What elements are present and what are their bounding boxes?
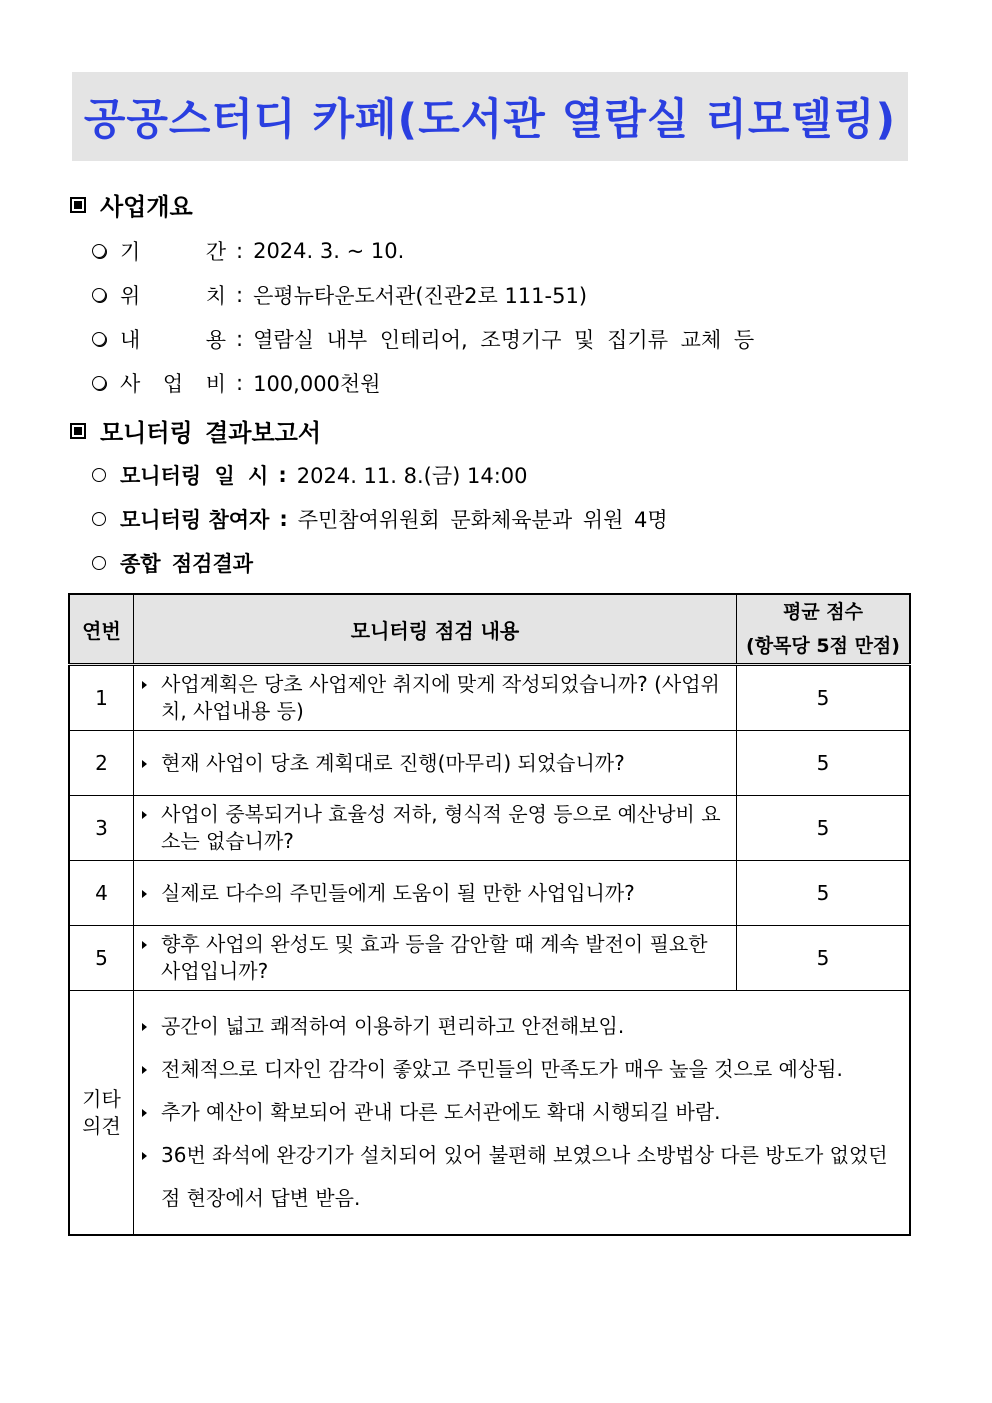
circle-bullet-icon (92, 244, 106, 258)
monitoring-label: 모니터링 일 시 (120, 464, 269, 488)
section-monitoring-heading: 모니터링 결과보고서 (70, 413, 321, 448)
triangle-bullet-icon (142, 1066, 147, 1074)
overview-label: 사 업 비 (120, 372, 226, 396)
header-content: 모니터링 점검 내용 (134, 594, 737, 665)
other-comments-label: 기타 의견 (69, 991, 134, 1236)
title-banner (72, 72, 908, 161)
row-num: 1 (69, 665, 134, 731)
triangle-bullet-icon (142, 681, 147, 689)
row-score: 5 (737, 731, 911, 796)
triangle-bullet-icon (142, 811, 147, 819)
overview-value: 100,000천원 (253, 372, 381, 396)
row-num: 5 (69, 926, 134, 991)
square-bullet-icon (70, 197, 86, 213)
overview-label: 위 치 (120, 284, 226, 308)
inspection-table (68, 593, 911, 1236)
other-comments-cell (134, 991, 911, 1236)
monitoring-item-summary (92, 548, 253, 578)
monitoring-label: 종합 점검결과 (120, 552, 254, 576)
row-score: 5 (737, 665, 911, 731)
overview-value: 은평뉴타운도서관(진관2로 111-51) (253, 284, 588, 308)
circle-bullet-icon (92, 468, 106, 482)
circle-bullet-icon (92, 288, 106, 302)
header-score: 평균 점수 (항목당 5점 만점) (737, 594, 911, 665)
monitoring-label: 모니터링 참여자 (120, 508, 270, 532)
row-question: 사업이 중복되거나 효율성 저하, 형식적 운영 등으로 예산낭비 요소는 없습니까? (134, 796, 737, 861)
triangle-bullet-icon (142, 941, 147, 949)
overview-item-period: 기 간 : 2024. 3. ~ 10. (92, 236, 404, 266)
table-header-row (69, 594, 910, 665)
monitoring-value: 2024. 11. 8.(금) 14:00 (296, 464, 528, 488)
row-question: 현재 사업이 당초 계획대로 진행(마무리) 되었습니까? (134, 731, 737, 796)
row-num: 2 (69, 731, 134, 796)
monitoring-value: 주민참여위원회 문화체육분과 위원 4명 (297, 508, 668, 532)
page-title: 공공스터디 카페(도서관 열람실 리모델링) (83, 95, 897, 145)
header-num: 연번 (69, 594, 134, 665)
row-score: 5 (737, 796, 911, 861)
row-question: 사업계획은 당초 사업제안 취지에 맞게 작성되었습니까? (사업위치, 사업내용 등) (134, 665, 737, 731)
row-num: 4 (69, 861, 134, 926)
triangle-bullet-icon (142, 760, 147, 768)
monitoring-item-participants: 모니터링 참여자 : 주민참여위원회 문화체육분과 위원 4명 (92, 504, 668, 534)
table-row (69, 665, 910, 731)
overview-item-content: 내 용 : 열람실 내부 인테리어, 조명기구 및 집기류 교체 등 (92, 324, 754, 354)
overview-value: 2024. 3. ~ 10. (253, 239, 405, 263)
monitoring-item-datetime: 모니터링 일 시 : 2024. 11. 8.(금) 14:00 (92, 460, 528, 490)
overview-value: 열람실 내부 인테리어, 조명기구 및 집기류 교체 등 (253, 328, 755, 352)
triangle-bullet-icon (142, 1109, 147, 1117)
comment-item: 전체적으로 디자인 감각이 좋았고 주민들의 만족도가 매우 높을 것으로 예상됨. (140, 1048, 905, 1091)
table-row (69, 926, 910, 991)
triangle-bullet-icon (142, 890, 147, 898)
row-score: 5 (737, 861, 911, 926)
table-row (69, 731, 910, 796)
table-row (69, 861, 910, 926)
circle-bullet-icon (92, 376, 106, 390)
comment-item: 추가 예산이 확보되어 관내 다른 도서관에도 확대 시행되길 바람. (140, 1091, 905, 1134)
triangle-bullet-icon (142, 1152, 147, 1160)
row-question: 향후 사업의 완성도 및 효과 등을 감안할 때 계속 발전이 필요한 사업입니까? (134, 926, 737, 991)
row-question: 실제로 다수의 주민들에게 도움이 될 만한 사업입니까? (134, 861, 737, 926)
comment-item: 공간이 넓고 쾌적하여 이용하기 편리하고 안전해보임. (140, 1005, 905, 1048)
row-score: 5 (737, 926, 911, 991)
overview-label: 내 용 (120, 328, 226, 352)
overview-item-location: 위 치 : 은평뉴타운도서관(진관2로 111-51) (92, 280, 587, 310)
overview-item-budget: 사 업 비 : 100,000천원 (92, 368, 381, 398)
circle-bullet-icon (92, 332, 106, 346)
square-bullet-icon (70, 423, 86, 439)
row-num: 3 (69, 796, 134, 861)
comment-item: 36번 좌석에 완강기가 설치되어 있어 불편해 보였으나 소방법상 다른 방도가 없었던 점 현장에서 답변 받음. (140, 1134, 905, 1220)
section-overview-heading: 사업개요 (70, 187, 193, 222)
table-row (69, 796, 910, 861)
circle-bullet-icon (92, 556, 106, 570)
overview-label: 기 간 (120, 240, 226, 264)
triangle-bullet-icon (142, 1023, 147, 1031)
circle-bullet-icon (92, 512, 106, 526)
table-row-other-comments (69, 991, 910, 1236)
